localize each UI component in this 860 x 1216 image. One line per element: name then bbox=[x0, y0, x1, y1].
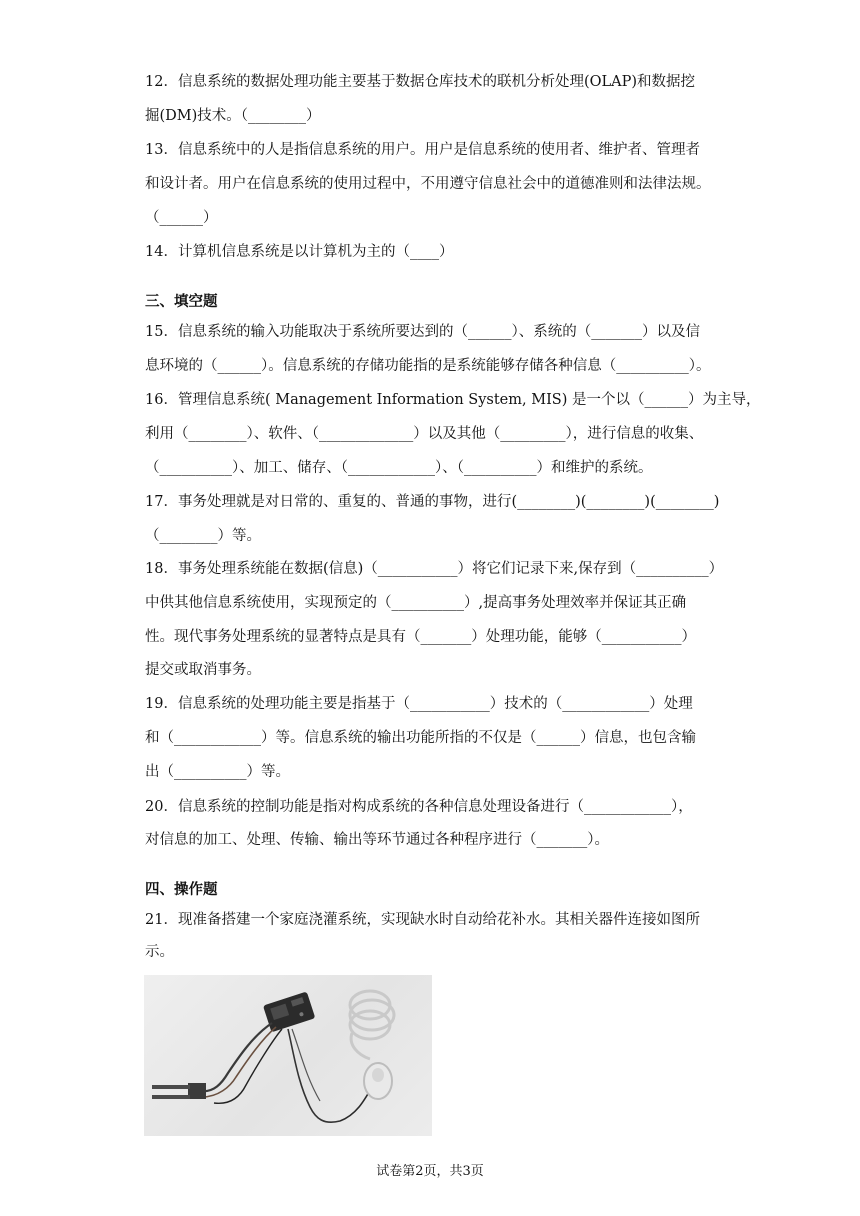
question-18-line-3: 性。现代事务处理系统的显著特点是具有（_______）处理功能，能够（___________） bbox=[145, 629, 696, 645]
question-18-line-2: 中供其他信息系统使用，实现预定的（__________）,提高事务处理效率并保证其正确 bbox=[145, 595, 687, 611]
question-16-line-2: 利用（________）、软件、（_____________）以及其他（_________），进行信息的收集、 bbox=[145, 426, 704, 442]
question-12-line-2: 掘(DM)技术。（________） bbox=[145, 108, 321, 124]
question-14-line-1: 14．计算机信息系统是以计算机为主的（____） bbox=[145, 244, 454, 260]
page-footer: 试卷第2页，共3页 bbox=[376, 1164, 484, 1179]
section-heading-fill-in: 三、填空题 bbox=[145, 294, 218, 310]
question-15-line-2: 息环境的（______）。信息系统的存储功能指的是系统能够存储各种信息（__________）。 bbox=[145, 358, 711, 374]
question-17-line-1: 17．事务处理就是对日常的、重复的、普通的事物，进行(________)(________)(________) bbox=[145, 494, 720, 510]
question-19-line-2: 和（____________）等。信息系统的输出功能所指的不仅是（______）信息，也包含输 bbox=[145, 730, 696, 746]
question-18-line-1: 18．事务处理系统能在数据(信息)（___________）将它们记录下来,保存到（__________） bbox=[145, 561, 724, 577]
question-16-line-3: （__________）、加工、储存、（____________）、（__________）和维护的系统。 bbox=[145, 460, 653, 476]
question-19-line-1: 19．信息系统的处理功能主要是指基于（___________）技术的（____________）处理 bbox=[145, 696, 693, 712]
water-tube bbox=[350, 991, 394, 1059]
question-13-line-2: 和设计者。用户在信息系统的使用过程中，不用遵守信息社会中的道德准则和法律法规。 bbox=[145, 176, 711, 192]
question-20-line-2: 对信息的加工、处理、传输、输出等环节通过各种程序进行（_______）。 bbox=[145, 832, 609, 848]
controller-board bbox=[263, 992, 315, 1033]
question-16-line-1: 16．管理信息系统( Management Information System, MIS) 是一个以（______）为主导， bbox=[145, 392, 761, 408]
question-18-line-4: 提交或取消事务。 bbox=[145, 662, 261, 678]
device-illustration bbox=[144, 975, 432, 1136]
question-17-line-2: （________）等。 bbox=[145, 528, 261, 544]
question-20-line-1: 20．信息系统的控制功能是指对构成系统的各种信息处理设备进行（____________）， bbox=[145, 799, 693, 815]
question-13-line-3: （______） bbox=[145, 210, 218, 226]
irrigation-device-photo bbox=[144, 975, 432, 1136]
question-15-line-1: 15．信息系统的输入功能取决于系统所要达到的（______）、系统的（_______）以及信 bbox=[145, 324, 700, 340]
question-12-line-1: 12．信息系统的数据处理功能主要基于数据仓库技术的联机分析处理(OLAP)和数据挖 bbox=[145, 74, 696, 90]
question-19-line-3: 出（__________）等。 bbox=[145, 764, 290, 780]
section-heading-operation: 四、操作题 bbox=[145, 882, 218, 898]
question-21-line-1: 21．现准备搭建一个家庭浇灌系统，实现缺水时自动给花补水。其相关器件连接如图所 bbox=[145, 912, 700, 928]
question-13-line-1: 13．信息系统中的人是指信息系统的用户。用户是信息系统的使用者、维护者、管理者 bbox=[145, 142, 700, 158]
soil-sensor bbox=[152, 1083, 206, 1099]
question-21-line-2: 示。 bbox=[145, 944, 174, 960]
